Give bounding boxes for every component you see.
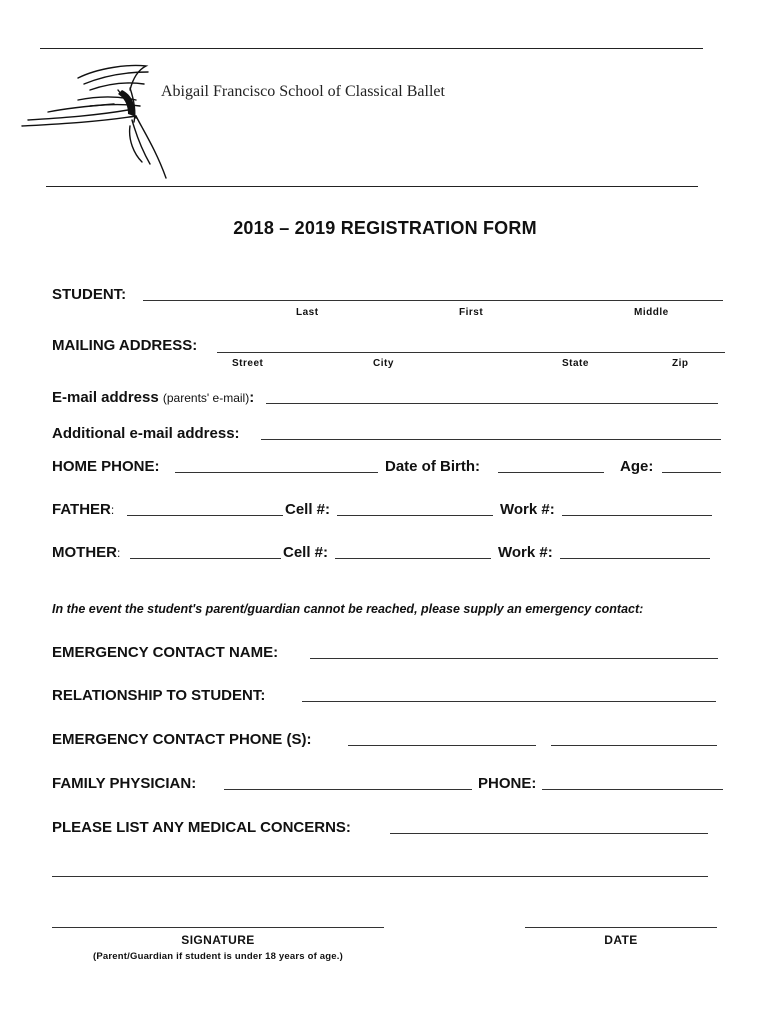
mother-field[interactable] — [130, 558, 281, 559]
student-first-caption: First — [459, 307, 484, 318]
signature-note: (Parent/Guardian if student is under 18 years of age.) — [93, 951, 343, 962]
medical-concerns-field[interactable] — [390, 833, 708, 834]
physician-field[interactable] — [224, 789, 472, 790]
school-name: Abigail Francisco School of Classical Ballet — [161, 83, 445, 100]
email-label-note: (parents' e-mail) — [162, 391, 250, 405]
mailing-zip-caption: Zip — [672, 358, 689, 369]
email-field[interactable] — [266, 403, 718, 404]
medical-concerns-field-2[interactable] — [52, 876, 708, 877]
emergency-phone-label: EMERGENCY CONTACT PHONE (S): — [52, 731, 312, 748]
mother-work-field[interactable] — [560, 558, 710, 559]
mailing-address-label: MAILING ADDRESS: — [52, 337, 198, 354]
dob-label: Date of Birth: — [385, 458, 480, 475]
age-field[interactable] — [662, 472, 721, 473]
father-label-text: FATHER — [52, 501, 111, 518]
emergency-name-field[interactable] — [310, 658, 718, 659]
header-bottom-rule — [46, 186, 698, 187]
father-field[interactable] — [127, 515, 283, 516]
relationship-field[interactable] — [302, 701, 716, 702]
ballet-dancer-logo — [18, 60, 168, 185]
emergency-phone-field-2[interactable] — [551, 745, 717, 746]
additional-email-field[interactable] — [261, 439, 721, 440]
header-top-rule — [40, 48, 703, 49]
physician-phone-label: PHONE: — [478, 775, 537, 792]
page-title: 2018 – 2019 REGISTRATION FORM — [233, 218, 537, 238]
emergency-name-label: EMERGENCY CONTACT NAME: — [52, 644, 279, 661]
mother-label — [52, 544, 120, 561]
father-cell-field[interactable] — [337, 515, 493, 516]
mother-cell-label: Cell #: — [283, 544, 329, 561]
email-label-text: E-mail address — [52, 389, 159, 406]
mailing-state-caption: State — [562, 358, 589, 369]
emergency-note: In the event the student's parent/guardian cannot be reached, please supply an emergency contact: — [52, 602, 644, 616]
father-label — [52, 501, 114, 518]
mother-label-colon: : — [117, 546, 121, 560]
father-work-field[interactable] — [562, 515, 712, 516]
medical-concerns-label: PLEASE LIST ANY MEDICAL CONCERNS: — [52, 819, 351, 836]
student-middle-caption: Middle — [634, 307, 669, 318]
email-label-colon: : — [249, 389, 255, 406]
date-label: DATE — [604, 933, 638, 947]
signature-field[interactable] — [52, 927, 384, 928]
age-label: Age: — [620, 458, 654, 475]
physician-phone-field[interactable] — [542, 789, 723, 790]
email-label — [52, 389, 254, 406]
student-name-field[interactable] — [143, 300, 723, 301]
home-phone-field[interactable] — [175, 472, 378, 473]
father-label-colon: : — [110, 503, 115, 517]
mother-label-text: MOTHER — [52, 544, 117, 561]
additional-email-label: Additional e-mail address: — [52, 425, 240, 442]
relationship-label: RELATIONSHIP TO STUDENT: — [52, 687, 266, 704]
home-phone-label: HOME PHONE: — [52, 458, 160, 475]
father-cell-label: Cell #: — [285, 501, 331, 518]
mother-cell-field[interactable] — [335, 558, 491, 559]
mailing-city-caption: City — [373, 358, 394, 369]
mother-work-label: Work #: — [498, 544, 553, 561]
father-work-label: Work #: — [500, 501, 555, 518]
emergency-phone-field-1[interactable] — [348, 745, 536, 746]
student-last-caption: Last — [296, 307, 319, 318]
mailing-address-field[interactable] — [217, 352, 725, 353]
date-field[interactable] — [525, 927, 717, 928]
physician-label: FAMILY PHYSICIAN: — [52, 775, 197, 792]
dob-field[interactable] — [498, 472, 604, 473]
student-label: STUDENT: — [52, 286, 127, 303]
mailing-street-caption: Street — [232, 358, 264, 369]
signature-label: SIGNATURE — [181, 933, 255, 947]
